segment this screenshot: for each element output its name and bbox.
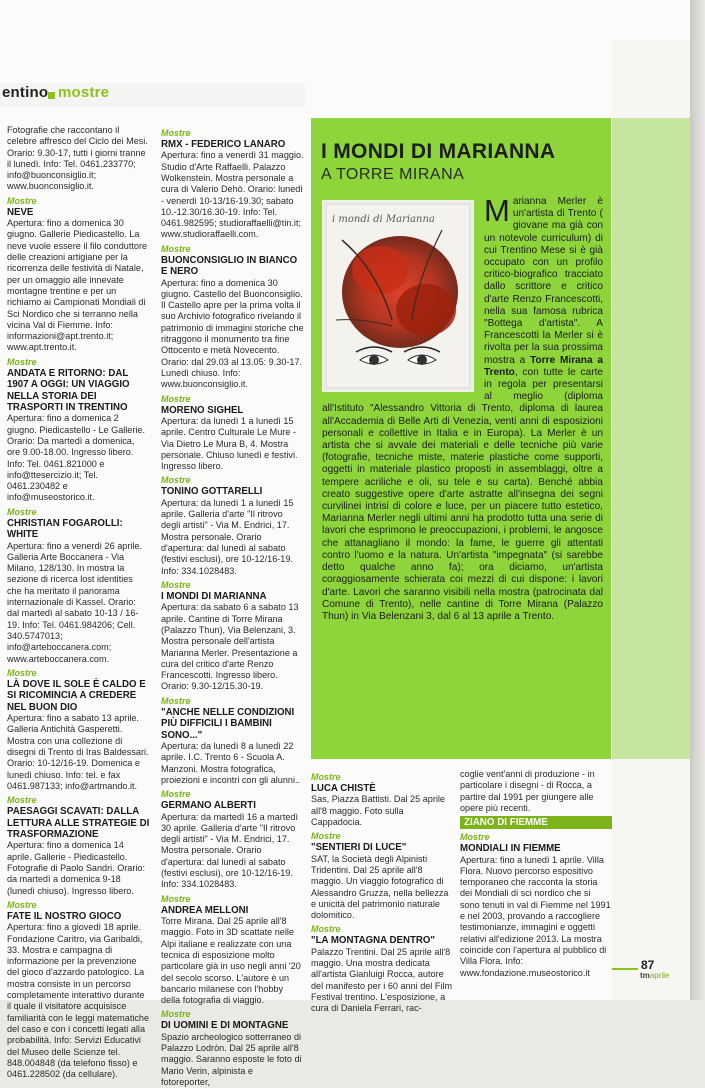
listing-body: Apertura: da martedì 16 a martedì 30 aprile. Galleria d'arte "Il ritrovo degli artisti" - Via M. Endrici, 17. Mostra personale. Orario d'apertura: dal lunedì al sabato (festivi esclusi), ore 10-12/16-19. Info: 334.1028483. <box>161 811 298 890</box>
listing-body: Apertura: da lunedì 1 a lunedì 15 aprile. Centro Culturale Le Mure - Via Dietro Le Mura B, 4. Mostra personale. Chiuso lunedì e festivi. Ingresso libero. <box>161 415 298 472</box>
listing-title: BUONCONSIGLIO IN BIANCO E NERO <box>161 254 298 278</box>
listing-category: Mostre <box>311 772 341 782</box>
listing-body: Apertura: fino a lunedì 1 aprile. Villa Flora. Nuovo percorso espositivo temporaneo che racconta la storia dei Mondiali di sci nordico che si sono tenuti in val di Fiemme nel 1991 e nel 2003, provando a raccogliere testimonianze, immagini e oggetti relativi all'edizione 2013. La mostra coincide con l'apertura al pubblico di Villa Flora. Info: www.fondazione.museostorico.it <box>460 854 611 978</box>
listing-body: Apertura: fino a giovedì 18 aprile. Fondazione Caritro, via Garibaldi, 33. Mostra e campagna di informazione per la prevenzione del gioco d'azzardo patologico. La mostra consiste in un percorso completamente interattivo durante il quale il visitatore acquisisce familiarità con le leggi matematiche del caso e con i concetti legati alla probabilità. Info: Servizi Educativi del Museo delle Scienze tel. 848.004848 (da telefono fisso) e 0461.228502 (da cellulare). <box>7 922 150 1080</box>
listing-title: DI UOMINI E DI MONTAGNE <box>161 1020 289 1032</box>
listing-title: PAESAGGI SCAVATI: DALLA LETTURA ALLE STRATEGIE DI TRASFORMAZIONE <box>7 806 150 840</box>
photo-caption: i mondi di Marianna <box>332 214 435 225</box>
listing-title: MORENO SIGHEL <box>161 404 244 416</box>
listing-title: "SENTIERI DI LUCE" <box>311 842 407 854</box>
listing-category: Mostre <box>161 243 191 254</box>
listing-title: CHRISTIAN FOGAROLLI: WHITE <box>7 517 123 541</box>
listing-body: SAT, la Società degli Alpinisti Tridentini. Dal 25 aprile all'8 maggio. Un viaggio fotografico di Alessandro Gruzza, nella bellezza e unicità del patrimonio naturale dolomitico. <box>311 853 449 921</box>
listing-body: Apertura: fino a sabato 13 aprile. Galleria Antichità Gasperetti. Mostra con una collezione di disegni di Trento di Iras Baldessari. Orario: 10-12/16-19. Domenica e lunedì chiuso. Info: tel. e fax 0461.987133; info@artmando.it. <box>7 713 149 791</box>
listing-category: Mostre <box>161 128 191 138</box>
listing-title: GERMANO ALBERTI <box>161 800 256 812</box>
listing-category: Mostre <box>7 506 37 517</box>
listing-title: MONDIALI IN FIEMME <box>460 843 561 855</box>
listing-body: Spazio archeologico sotterraneo di Palazzo Lodròn. Dal 25 aprile all'8 maggio. Saranno esposte le foto di Mario Verin, alpinista e fotoreporter, <box>161 1031 302 1087</box>
page-shadow <box>690 0 705 1000</box>
listing-title: RMX - FEDERICO LANARO <box>161 139 286 150</box>
artwork-image <box>322 200 474 392</box>
listing-category: Mostre <box>7 195 37 206</box>
listing-category: Mostre <box>460 832 490 843</box>
location-bar: ZIANO DI FIEMME <box>460 816 612 829</box>
listing-title: "LA MONTAGNA DENTRO" <box>311 935 435 947</box>
listing-category: Mostre <box>161 393 191 404</box>
listing-body: Apertura: fino a domenica 30 giugno. Gallerie Piedicastello. La neve vuole essere il filo conduttore delle creazioni artigiane per la ricorrenza delle festività di Natale, per un omaggio alle innevate montagne trentine e per un richiamo ai Campionati Mondiali di Sci Nordico che si terranno nella vicina Val di Fiemme. Info: informazioni@apt.trento.it; www.apt.trento.it. <box>7 218 148 353</box>
listing-category: Mostre <box>161 1009 191 1020</box>
feature-title: I MONDI DI MARIANNA <box>321 140 556 163</box>
listing-title: NEVE <box>7 206 34 218</box>
listings-column-3 <box>311 769 453 1015</box>
listing-body: Palazzo Trentini. Dal 25 aprile all'8 maggio. Una mostra dedicata all'artista Gianluigi Rocca, autore del manifesto per i 60 anni del Film Festival trentino. L'esposizione, a cura di Daniela Ferrari, rac- <box>311 946 453 1014</box>
listings-column-2 <box>161 125 304 1088</box>
listing-category: Mostre <box>7 667 37 678</box>
listing-body: Apertura: da sabato 6 a sabato 13 aprile. Cantine di Torre Mirana (Palazzo Thun), Via Belenzani, 3. Mostra personale dell'artista Marianna Merler. Presentazione a cura del critico d'arte Renzo Francescotti. Ingresso libero. Orario: 9.30-12/15.30-19. <box>161 602 299 692</box>
listing-title: ANDREA MELLONI <box>161 904 249 916</box>
feature-box <box>311 118 611 759</box>
magazine-brand: tm <box>640 971 650 980</box>
listing-body: Sas, Piazza Battisti. Dal 25 aprile all'8 maggio. Foto sulla Cappadocia. <box>311 794 445 827</box>
listing-category: Mostre <box>161 475 191 486</box>
listing-title: LÀ DOVE IL SOLE È CALDO E SI RICOMINCIA A CREDERE NEL BUON DIO <box>7 678 146 713</box>
listing-body: Torre Mirana. Dal 25 aprile all'8 maggio. Foto in 3D scattate nelle Alpi italiane e realizzate con una tecnica di esposizione molto particolare già in uso negli anni '20 del secolo scorso. L'autore è un bancario milanese con l'hobby della fotografia di viaggio. <box>161 916 301 1006</box>
listing-category: Mostre <box>161 579 191 590</box>
listing-category: Mostre <box>311 924 341 935</box>
footer-rule <box>612 968 638 970</box>
listing-body: Apertura: fino a domenica 14 aprile. Gallerie - Piedicastello. Fotografie di Paolo Sandri. Orario: da martedì a domenica 9-18 (lunedì chiuso). Ingresso libero. <box>7 840 145 896</box>
listing-title: FATE IL NOSTRO GIOCO <box>7 910 122 922</box>
listing-body: Apertura: fino a venerdì 31 maggio. Studio d'Arte Raffaelli. Palazzo Wolkenstein. Mostra personale a cura di Valerio Dehò. Orario: lunedì - venerdì 10-13/16-19.30; sabato 10.-12.30/16.30-19. Info: Tel. 0461.982595; studioraffaelli@tin.it; www.studioraffaelli.com. <box>161 150 304 240</box>
listing-body: Apertura: da lunedì 1 a lunedì 15 aprile. Galleria d'arte "Il ritrovo degli artisti" - Via M. Endrici, 17. Mostra personale. Orario d'apertura: dal lunedì al sabato (festivi esclusi), ore 10-12/16-19. Info: 334.1028483. <box>161 497 294 576</box>
listing-title: I MONDI DI MARIANNA <box>161 590 267 602</box>
listing-category: Mostre <box>161 695 191 706</box>
facing-page-green-edge <box>612 118 690 759</box>
listings-column-4 <box>460 769 612 979</box>
listing-body: Apertura: fino a domenica 30 giugno. Castello del Buonconsiglio. Il Castello apre per la prima volta il suo Archivio fotografico rivelando il patrimonio di immagini storiche che ritraggono il monumento tra fine Ottocento e metà Novecento. Orario: dal 29.03 al 13.05: 9.30-17. Lunedì chiuso. Info: www.buonconsiglio.it. <box>161 277 304 390</box>
listing-category: Mostre <box>7 356 37 367</box>
listing-title: TONINO GOTTARELLI <box>161 486 263 498</box>
drop-cap: M <box>484 193 510 228</box>
feature-paragraph-2: , con tutte le carte in regola per presentarsi al meglio (diploma all'Istituto "Alessandro Vittoria di Trento, diploma di laurea all'Accademia di Belle Arti di Venezia, venti anni di esposizioni personali e collettive in Italia e in Europa). La Merler è un artista che si avvale dei materiali e delle tecniche più varie (fotografie, tecniche miste, materie plastiche come supporti, oggetti in materiale plastico proposti in assemblaggi, oltre a tempere acriliche e oli, su tele e su carta). Benché abbia creato suggestive opere d'arte astratte all'insegna dei segni curvilinei intrisi di colore e luce, per un piacere tutto estetico, Marianna Merler negli ultimi anni ha prodotto tutta una serie di lavori che esprimono le preoccupazioni, i problemi, le angosce che attanagliano il mondo: la fame, le guerre gli attentati contro l'uomo e la natura. Un'artista "impegnata" (si sarebbe detto qualche anno fa); ora diciamo, un'artista coraggiosamente schierata coi mezzi di cui dispone: i lavori d'arte. Lavori che saranno visibili nella mostra (patrocinata dal Comune di Trento), nelle cantine di Torre Mirana (Palazzo Thun) in Via Belenzani 3, dal 6 al 13 aprile a Trento. <box>322 366 603 622</box>
listing-body: coglie vent'anni di produzione - in particolare i disegni - di Rocca, a partire dal 1991 per giungere alle opere più recenti. <box>460 769 595 813</box>
listing-category: Mostre <box>311 831 341 842</box>
feature-photo <box>322 200 474 392</box>
section-header-city: entino <box>2 84 49 101</box>
header-square-icon <box>48 92 55 99</box>
listing-category: Mostre <box>7 795 37 806</box>
feature-venue: Torre Mirana a Trento <box>484 354 604 378</box>
feature-text <box>322 193 604 623</box>
listing-category: Mostre <box>161 789 191 800</box>
listing-title: LUCA CHISTÈ <box>311 783 376 794</box>
section-header-category: mostre <box>58 84 110 101</box>
listing-body: Apertura: fino a domenica 2 giugno. Piedicastello - Le Gallerie. Orario: Da martedì a domenica, ore 9.00-18.00. Ingresso libero. Info: Tel. 0461.821000 e info@ttesercizio.it; Tel. 0461.230482 e info@museostorico.it. <box>7 413 146 503</box>
listing-body: Fotografie che raccontano il celebre affresco del Ciclo dei Mesi. Orario: 9.30-17, tutti i giorni tranne il lunedì. Info: Tel. 0461.233770; info@buonconsiglio.it; www.buonconsiglio.it. <box>7 125 148 192</box>
magazine-month: aprile <box>649 971 670 980</box>
listing-body: Apertura: fino a venerdì 26 aprile. Galleria Arte Boccanera - Via Milano, 128/130. In mostra la sezione di ricerca lost identities che ha meritato il panorama internazionale di Kassel. Orario: dal martedì al sabato 10-13 / 16-19. Info: Tel. 0461.984206; Cell. 340.5747013; info@arteboccanera.com; www.arteboccanera.com. <box>7 540 142 664</box>
feature-subtitle: A TORRE MIRANA <box>321 166 465 183</box>
page-number: 87 <box>641 958 655 972</box>
listing-title: "ANCHE NELLE CONDIZIONI PIÙ DIFFICILI I BAMBINI SONO..." <box>161 706 295 741</box>
listing-category: Mostre <box>7 899 37 910</box>
listings-column-1 <box>7 125 150 1080</box>
listing-category: Mostre <box>161 893 191 904</box>
listing-body: Apertura: da lunedì 8 a lunedì 22 aprile. I.C. Trento 6 - Scuola A. Manzoni. Mostra fotografica, proiezioni e incontri con gli alunni.. <box>161 740 301 785</box>
magazine-issue <box>640 971 669 980</box>
feature-paragraph: arianna Merler è un'artista di Trento ( giovane ma già con un notevole curriculum) di cui Trentino Mese si è già occupato con un profilo critico-biografico tracciato dallo scrittore e critico d'arte Renzo Francescotti, nella sua famosa rubrica "Bottega d'artista". A Francescotti la Merler si è rivolta per la sua prossima mostra a <box>484 196 603 366</box>
listing-title: ANDATA E RITORNO: DAL 1907 A OGGI: UN VIAGGIO NELLA STORIA DEI TRASPORTI IN TRENTINO <box>7 367 130 413</box>
